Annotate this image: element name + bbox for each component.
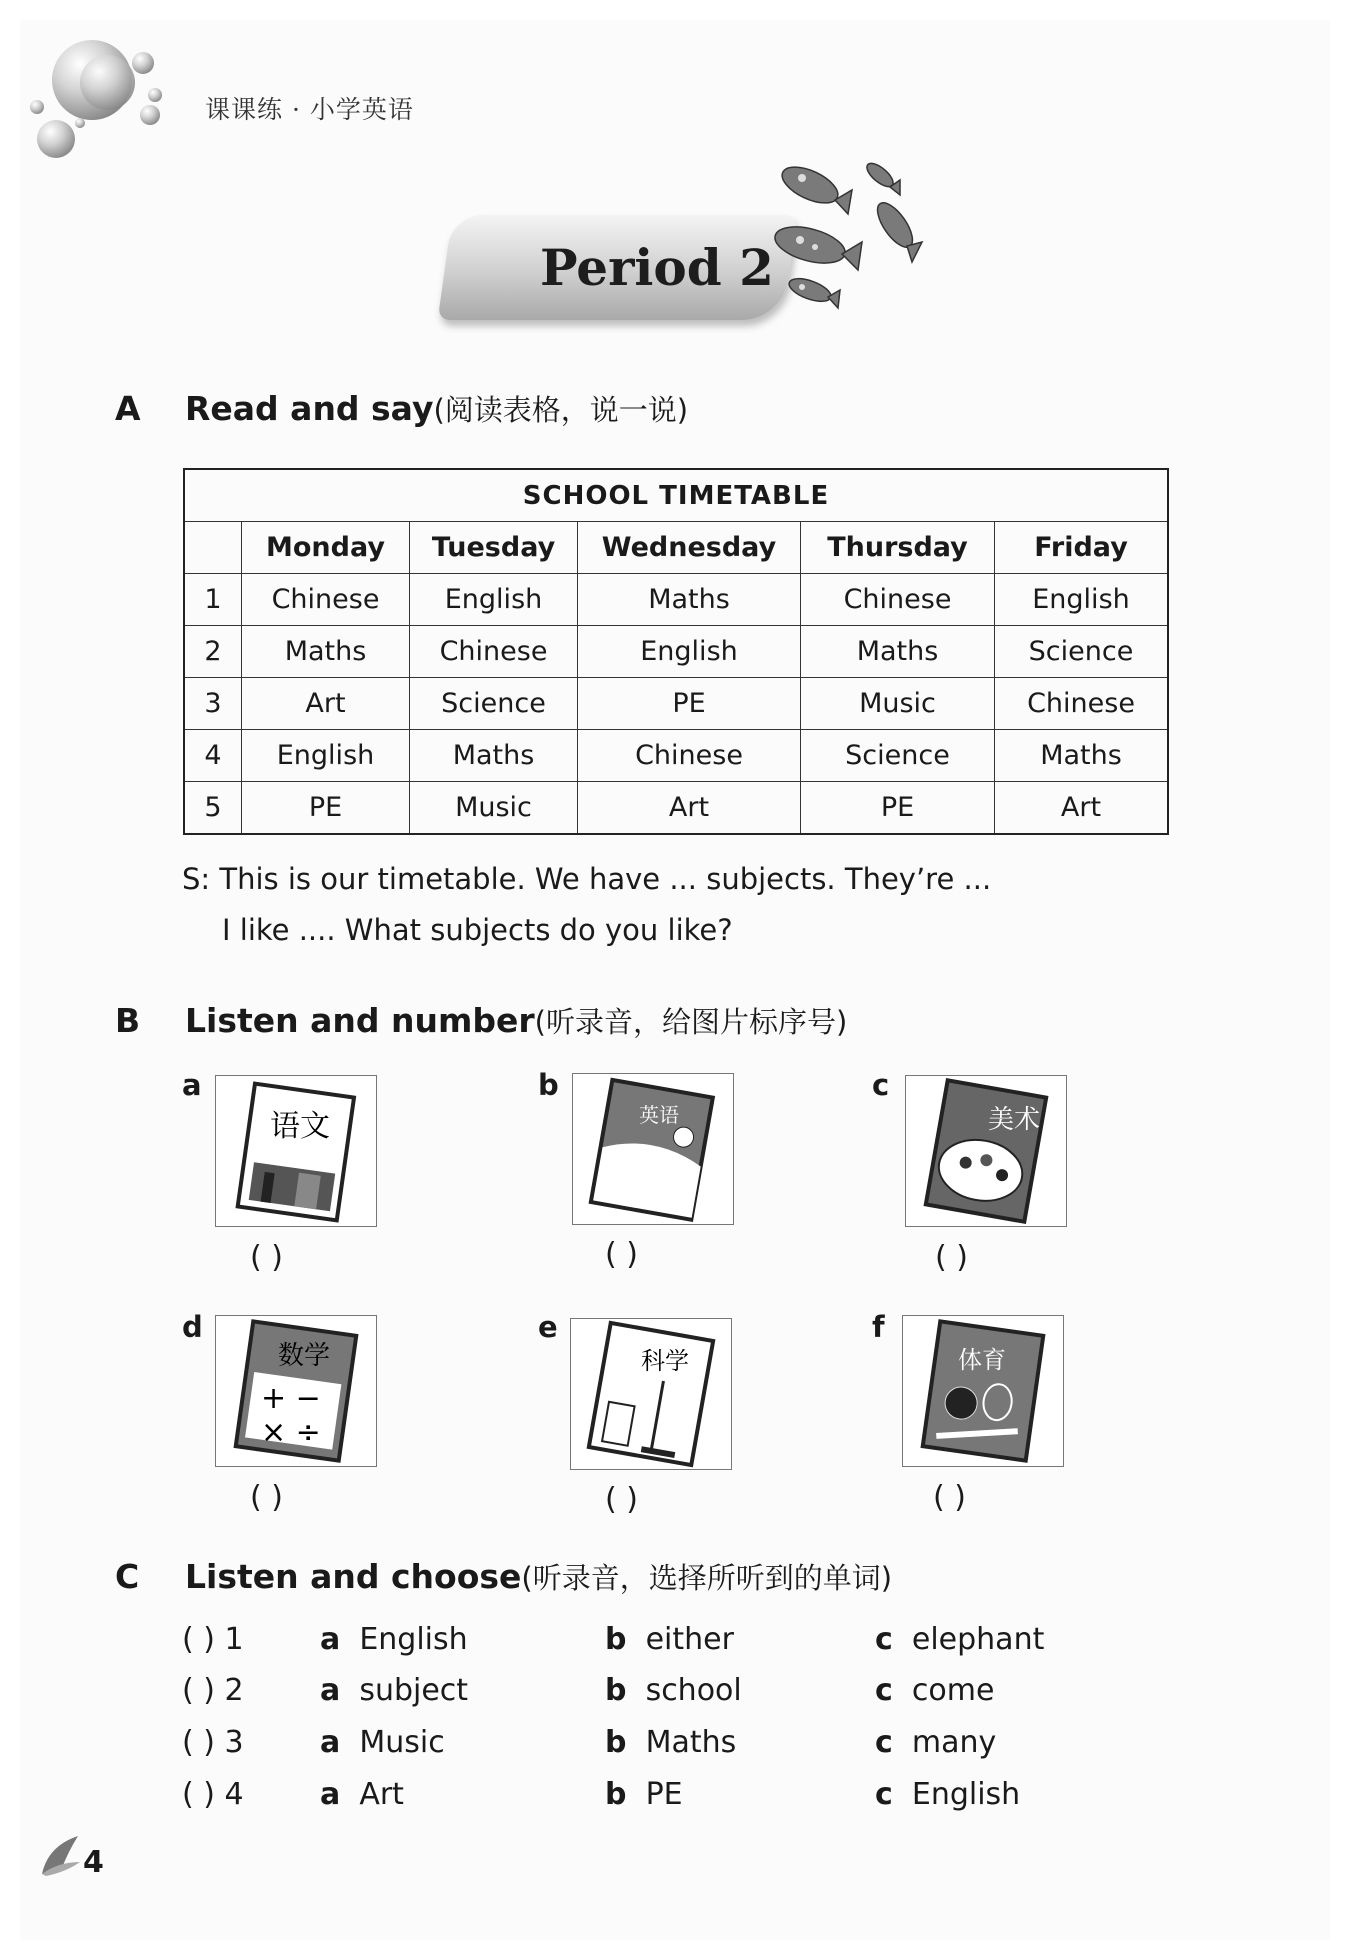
maths-textbook-icon	[215, 1315, 377, 1467]
svg-text:× ÷: × ÷	[261, 1415, 321, 1450]
book-title: 美术	[988, 1105, 1041, 1135]
period-number: 4	[184, 730, 242, 782]
svg-text:+ −: + −	[261, 1381, 321, 1416]
subject-cell: Music	[801, 678, 995, 730]
option-c: c come	[875, 1673, 995, 1708]
book-title: 语文	[270, 1109, 330, 1144]
subject-cell: English	[242, 730, 410, 782]
timetable-caption: SCHOOL TIMETABLE	[184, 469, 1168, 522]
answer-blank[interactable]: ( ) 2	[182, 1673, 244, 1708]
section-letter: C	[115, 1557, 140, 1596]
subject-cell: English	[995, 574, 1169, 626]
answer-blank[interactable]: ( ) 4	[182, 1777, 244, 1812]
book-title: 数学	[278, 1341, 331, 1371]
subject-cell: English	[410, 574, 578, 626]
section-c-heading	[115, 1556, 892, 1597]
section-subtitle: (听录音，选择所听到的单词)	[521, 1561, 893, 1595]
option-c: c many	[875, 1725, 997, 1760]
section-subtitle: (阅读表格，说一说)	[433, 393, 689, 427]
picture-label: b	[538, 1068, 559, 1102]
subject-cell: Music	[410, 782, 578, 835]
subject-cell: Maths	[578, 574, 801, 626]
leaf-icon	[38, 1832, 84, 1878]
english-textbook-icon	[572, 1073, 734, 1225]
period-number: 1	[184, 574, 242, 626]
subject-cell: Science	[410, 678, 578, 730]
answer-blank[interactable]: ( )	[605, 1482, 638, 1517]
subject-cell: Chinese	[242, 574, 410, 626]
option-c: c English	[875, 1777, 1021, 1812]
answer-blank[interactable]: ( )	[250, 1480, 283, 1515]
answer-blank[interactable]: ( ) 1	[182, 1622, 244, 1657]
day-header: Monday	[242, 522, 410, 574]
picture-label: d	[182, 1310, 203, 1344]
subject-cell: Art	[578, 782, 801, 835]
picture-label: a	[182, 1068, 202, 1102]
section-title: Listen and choose	[185, 1557, 522, 1596]
picture-label: e	[538, 1310, 558, 1344]
science-textbook-icon	[570, 1318, 732, 1470]
art-textbook-icon	[905, 1075, 1067, 1227]
answer-blank[interactable]: ( ) 3	[182, 1725, 244, 1760]
book-title: 体育	[958, 1346, 1006, 1374]
period-title: Period 2	[540, 238, 774, 297]
answer-blank[interactable]: ( )	[935, 1240, 968, 1275]
period-number: 2	[184, 626, 242, 678]
subject-cell: Chinese	[801, 574, 995, 626]
book-title: 英语	[639, 1103, 679, 1127]
table-row	[184, 626, 1168, 678]
page-number: 4	[83, 1845, 104, 1880]
period-number: 3	[184, 678, 242, 730]
subject-cell: Chinese	[995, 678, 1169, 730]
answer-blank[interactable]: ( )	[605, 1237, 638, 1272]
subject-cell: Maths	[995, 730, 1169, 782]
subject-cell: Science	[995, 626, 1169, 678]
section-a-heading	[115, 388, 688, 429]
subject-cell: PE	[801, 782, 995, 835]
series-title: 课课练 · 小学英语	[205, 95, 414, 124]
section-letter: B	[115, 1001, 141, 1040]
subject-cell: English	[578, 626, 801, 678]
picture-label: c	[872, 1068, 890, 1102]
day-header: Friday	[995, 522, 1169, 574]
option-b: b either	[605, 1622, 734, 1657]
section-title: Listen and number	[185, 1001, 535, 1040]
book-title: 科学	[641, 1347, 689, 1375]
option-b: b PE	[605, 1777, 683, 1812]
table-row	[184, 782, 1168, 835]
speech-line-2: I like .... What subjects do you like?	[222, 913, 733, 947]
subject-cell: Maths	[410, 730, 578, 782]
timetable-header-row	[184, 522, 1168, 574]
subject-cell: Art	[995, 782, 1169, 835]
day-header: Wednesday	[578, 522, 801, 574]
subject-cell: Chinese	[410, 626, 578, 678]
subject-cell: PE	[578, 678, 801, 730]
option-c: c elephant	[875, 1622, 1045, 1657]
school-timetable	[183, 468, 1169, 835]
option-a: a Music	[320, 1725, 445, 1760]
fish-icon	[760, 150, 940, 320]
section-letter: A	[115, 389, 141, 428]
answer-blank[interactable]: ( )	[250, 1240, 283, 1275]
option-a: a subject	[320, 1673, 469, 1708]
speech-line-1: S: This is our timetable. We have ... subjects. They’re ...	[182, 862, 992, 896]
option-b: b Maths	[605, 1725, 737, 1760]
section-title: Read and say	[185, 389, 434, 428]
picture-label: f	[872, 1310, 885, 1344]
chinese-textbook-icon	[215, 1075, 377, 1227]
day-header: Tuesday	[410, 522, 578, 574]
subject-cell: Maths	[801, 626, 995, 678]
answer-blank[interactable]: ( )	[933, 1480, 966, 1515]
option-b: b school	[605, 1673, 742, 1708]
day-header: Thursday	[801, 522, 995, 574]
subject-cell: PE	[242, 782, 410, 835]
subject-cell: Maths	[242, 626, 410, 678]
period-number: 5	[184, 782, 242, 835]
section-subtitle: (听录音，给图片标序号)	[534, 1005, 848, 1039]
table-row	[184, 574, 1168, 626]
option-a: a English	[320, 1622, 468, 1657]
corner-cell	[184, 522, 242, 574]
option-a: a Art	[320, 1777, 404, 1812]
section-b-heading	[115, 1000, 847, 1041]
subject-cell: Science	[801, 730, 995, 782]
subject-cell: Art	[242, 678, 410, 730]
pe-textbook-icon	[902, 1315, 1064, 1467]
subject-cell: Chinese	[578, 730, 801, 782]
table-row	[184, 678, 1168, 730]
table-row	[184, 730, 1168, 782]
